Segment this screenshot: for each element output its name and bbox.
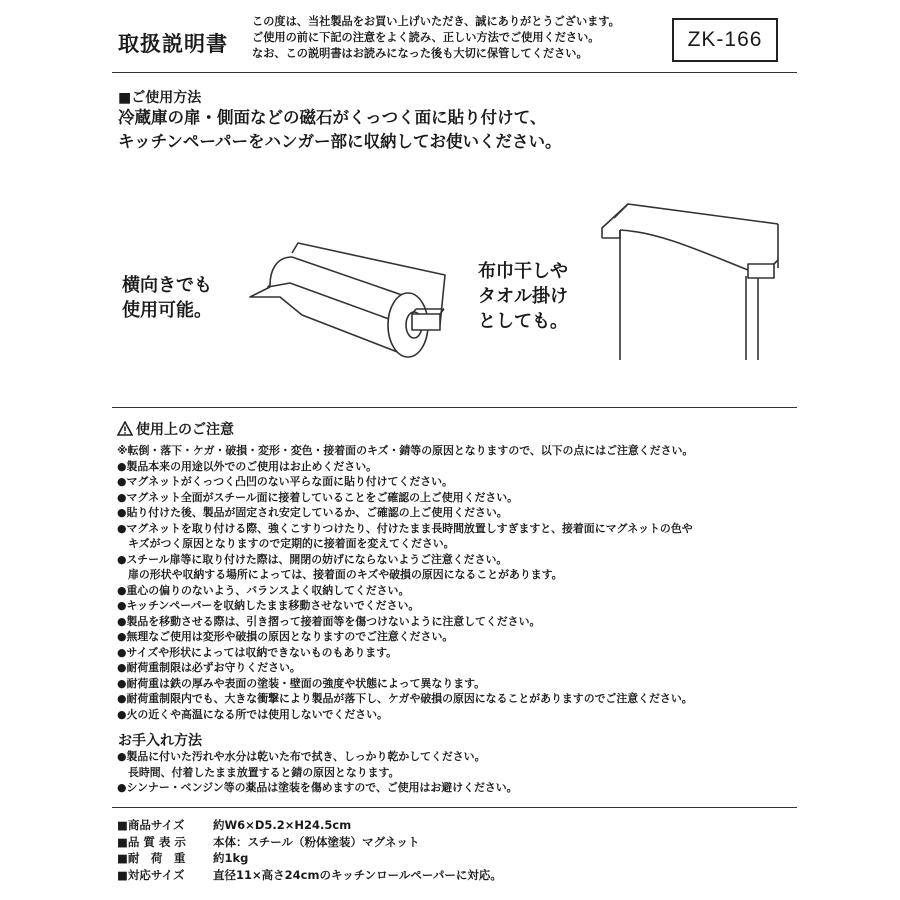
usage-heading: ■ご使用方法	[118, 90, 202, 106]
divider	[112, 407, 797, 408]
label-line: 使用可能。	[122, 300, 212, 321]
list-item: ●貼り付けた後、製品が固定され安定しているか、ご確認の上ご使用ください。	[117, 506, 508, 519]
list-item: ●無理なご使用は変形や破損の原因となりますのでご注意ください。	[117, 630, 454, 643]
label-line: 布巾干しや	[478, 261, 568, 282]
warning-icon	[117, 421, 133, 436]
list-item: ●耐荷重は鉄の厚みや表面の塗装・壁面の強度や状態によって異なります。	[117, 676, 486, 690]
care-heading: お手入れ方法	[118, 733, 202, 749]
list-item: ●製品本来の用途以外でのご使用はお止めください。	[117, 459, 377, 473]
list-item: ●製品に付いた汚れや水分は乾いた布で拭き、しっかり乾かしてください。	[117, 750, 486, 763]
list-item: ●耐荷重制限は必ずお守りください。	[117, 661, 301, 674]
label-line: 横向きでも	[122, 275, 212, 296]
intro-line: なお、この説明書はお読みになった後も大切に保管してください。	[252, 47, 588, 60]
label-line: としても。	[478, 311, 568, 332]
caution-heading	[117, 419, 234, 439]
spec-value: 約1kg	[213, 851, 249, 865]
caution-heading-text: 使用上のご注意	[136, 422, 234, 438]
spec-key: ■商品サイズ	[117, 818, 185, 832]
list-item: ●シンナー・ベンジン等の薬品は塗装を傷めますので、ご使用はお避けください。	[117, 781, 518, 794]
list-item: ●重心の偏りのないよう、バランスよく収納してください。	[117, 583, 410, 597]
list-item: ●耐荷重制限内でも、大きな衝撃により製品が落下し、ケガや破損の原因になることがありますのでご注意ください。	[117, 692, 693, 705]
spec-key: ■品 質 表 示	[117, 834, 186, 849]
horizontal-use-label	[122, 273, 212, 323]
towel-hanger-illustration	[598, 190, 788, 365]
spec-value: 本体：スチール（粉体塗装）マグネット	[213, 834, 420, 849]
spec-key: ■対応サイズ	[117, 867, 185, 882]
list-item: ※転倒・落下・ケガ・破損・変形・変色・接着面のキズ・錆等の原因となりますので、以下の点にはご注意ください。	[117, 444, 694, 457]
spec-row	[117, 867, 502, 884]
caution-list	[117, 443, 693, 722]
spec-row	[117, 834, 502, 851]
spec-row	[117, 850, 502, 867]
divider	[112, 807, 797, 808]
list-item: ●火の近くや高温になる所では使用しないでください。	[117, 707, 388, 721]
list-item: ●キッチンペーパーを収納したまま移動させないでください。	[117, 599, 420, 612]
towel-use-label	[478, 259, 568, 334]
spec-table	[117, 817, 502, 883]
usage-line: キッチンペーパーをハンガー部に収納してお使いください。	[118, 132, 562, 151]
manual-title: 取扱説明書	[118, 32, 228, 56]
list-item: 扉の形状や収納する場所によっては、接着面のキズや破損の原因になることがあります。	[128, 568, 563, 581]
list-item: ●マグネットを取り付ける際、強くこすりつけたり、付けたまま長時間放置しすぎますと、接着面にマグネットの色や	[117, 521, 693, 535]
list-item: キズがつく原因となりますので定期的に接着面を変えてください。	[128, 537, 455, 550]
intro-line: この度は、当社製品をお買い上げいただき、誠にありがとうございます。	[252, 15, 620, 28]
spec-key: ■耐 荷 重	[117, 851, 186, 865]
list-item: 長時間、付着したまま放置すると錆の原因となります。	[128, 765, 400, 779]
horizontal-holder-illustration	[240, 235, 450, 375]
list-item: ●マグネットがくっつく凸凹のない平らな面に貼り付けてください。	[117, 475, 453, 488]
model-number-box	[672, 18, 778, 62]
divider	[112, 72, 797, 73]
label-line: タオル掛け	[478, 286, 568, 307]
list-item: ●サイズや形状によっては収納できないものもあります。	[117, 645, 398, 659]
list-item: ●マグネット全面がスチール面に接着していることをご確認の上ご使用ください。	[117, 490, 519, 504]
usage-line: 冷蔵庫の扉・側面などの磁石がくっつく面に貼り付けて、	[118, 108, 547, 127]
care-list	[117, 749, 518, 796]
spec-value: 約W6×D5.2×H24.5cm	[213, 818, 352, 832]
spec-value: 直径11×高さ24cmのキッチンロールペーパーに対応。	[213, 867, 502, 882]
spec-row	[117, 817, 502, 834]
intro-line: ご使用の前に下記の注意をよく読み、正しい方法でご使用ください。	[252, 31, 600, 44]
model-number: ZK-166	[687, 28, 763, 51]
list-item: ●製品を移動させる際は、引き摺って接着面等を傷つけないように注意してください。	[117, 614, 541, 628]
list-item: ●スチール扉等に取り付けた際は、開閉の妨げにならないようご注意ください。	[117, 552, 508, 566]
intro-text	[252, 14, 620, 62]
usage-description	[118, 106, 562, 154]
